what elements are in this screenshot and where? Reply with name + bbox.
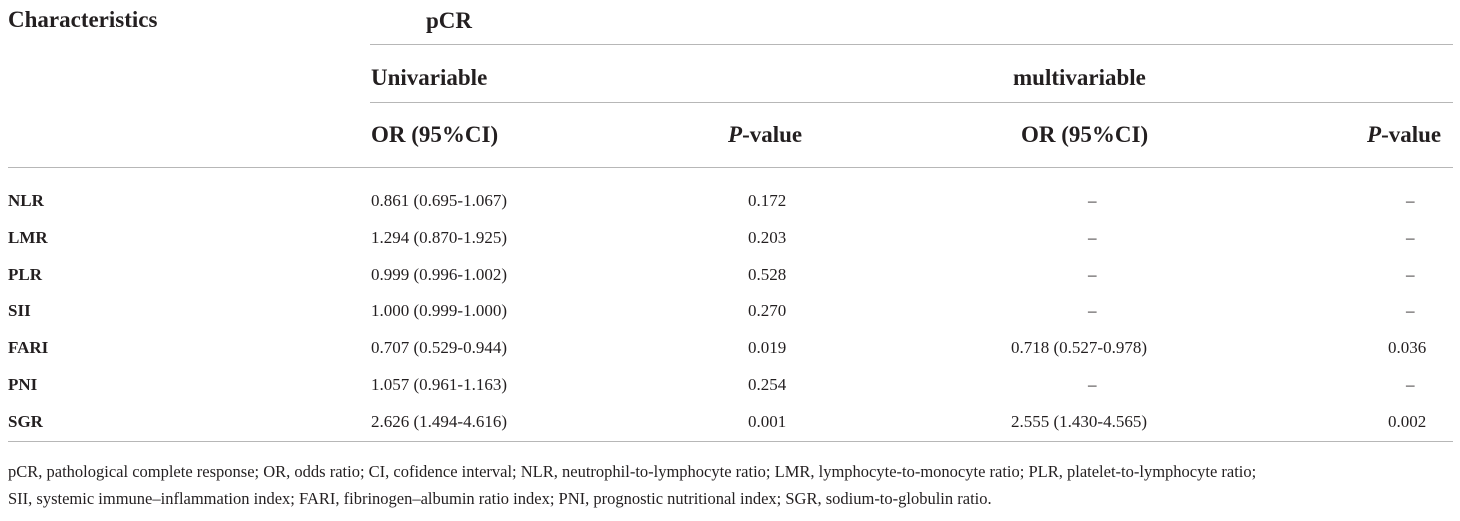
uni-or-cell: 0.707 (0.529-0.944) <box>371 338 507 357</box>
multi-or-cell: 2.555 (1.430-4.565) <box>1011 412 1147 431</box>
multi-p-cell: – <box>1406 228 1415 247</box>
uni-or-cell: 1.057 (0.961-1.163) <box>371 375 507 394</box>
multi-or-cell: – <box>1088 301 1097 320</box>
header-characteristics: Characteristics <box>8 7 158 32</box>
uni-or-cell: 2.626 (1.494-4.616) <box>371 412 507 431</box>
multi-or-cell: – <box>1088 375 1097 394</box>
uni-p-cell: 0.001 <box>748 412 787 431</box>
header-multivariable: multivariable <box>1013 65 1146 90</box>
multi-or-cell: – <box>1088 191 1097 210</box>
uni-or-cell: 1.000 (0.999-1.000) <box>371 301 507 320</box>
multi-p-cell: 0.002 <box>1388 412 1427 431</box>
uni-or-cell: 0.999 (0.996-1.002) <box>371 265 507 284</box>
header-or-ci-univariable: OR (95%CI) <box>371 122 499 147</box>
multi-p-cell: – <box>1406 191 1415 210</box>
uni-p-cell: 0.019 <box>748 338 787 357</box>
row-label: PNI <box>8 375 38 394</box>
footnote-line: SII, systemic immune–inflammation index; FARI, fibrinogen–albumin ratio index; PNI, prognostic nutritional index; SGR, sodium-to-globulin ratio. <box>8 489 992 508</box>
row-label: NLR <box>8 191 44 210</box>
uni-p-cell: 0.254 <box>748 375 787 394</box>
multi-p-cell: – <box>1406 265 1415 284</box>
header-pvalue-multivariable: P-value <box>1367 122 1442 147</box>
header-pvalue-univariable: P-value <box>728 122 803 147</box>
header-pcr: pCR <box>426 8 473 33</box>
table-footnote <box>8 458 1454 512</box>
uni-or-cell: 0.861 (0.695-1.067) <box>371 191 507 210</box>
multi-p-cell: 0.036 <box>1388 338 1427 357</box>
row-label: SII <box>8 301 31 320</box>
uni-p-cell: 0.172 <box>748 191 787 210</box>
uni-p-cell: 0.528 <box>748 265 787 284</box>
footnote-line: pCR, pathological complete response; OR, odds ratio; CI, cofidence interval; NLR, neutrophil-to-lymphocyte ratio; LMR, lymphocyte-to-monocyte ratio; PLR, platelet-to-lymphocyte ratio; <box>8 462 1257 481</box>
row-label: LMR <box>8 228 48 247</box>
uni-p-cell: 0.270 <box>748 301 787 320</box>
multi-or-cell: 0.718 (0.527-0.978) <box>1011 338 1147 357</box>
header-univariable: Univariable <box>371 65 488 90</box>
multi-or-cell: – <box>1088 265 1097 284</box>
uni-or-cell: 1.294 (0.870-1.925) <box>371 228 507 247</box>
rule-table-bottom <box>8 441 1453 442</box>
multi-or-cell: – <box>1088 228 1097 247</box>
header-or-ci-multivariable: OR (95%CI) <box>1021 122 1149 147</box>
rule-header-bottom <box>8 167 1453 168</box>
row-label: FARI <box>8 338 49 357</box>
multi-p-cell: – <box>1406 301 1415 320</box>
uni-p-cell: 0.203 <box>748 228 787 247</box>
row-label: PLR <box>8 265 42 284</box>
rule-under-pcr <box>370 44 1453 45</box>
row-label: SGR <box>8 412 43 431</box>
rule-under-subgroup <box>370 102 1453 103</box>
multi-p-cell: – <box>1406 375 1415 394</box>
